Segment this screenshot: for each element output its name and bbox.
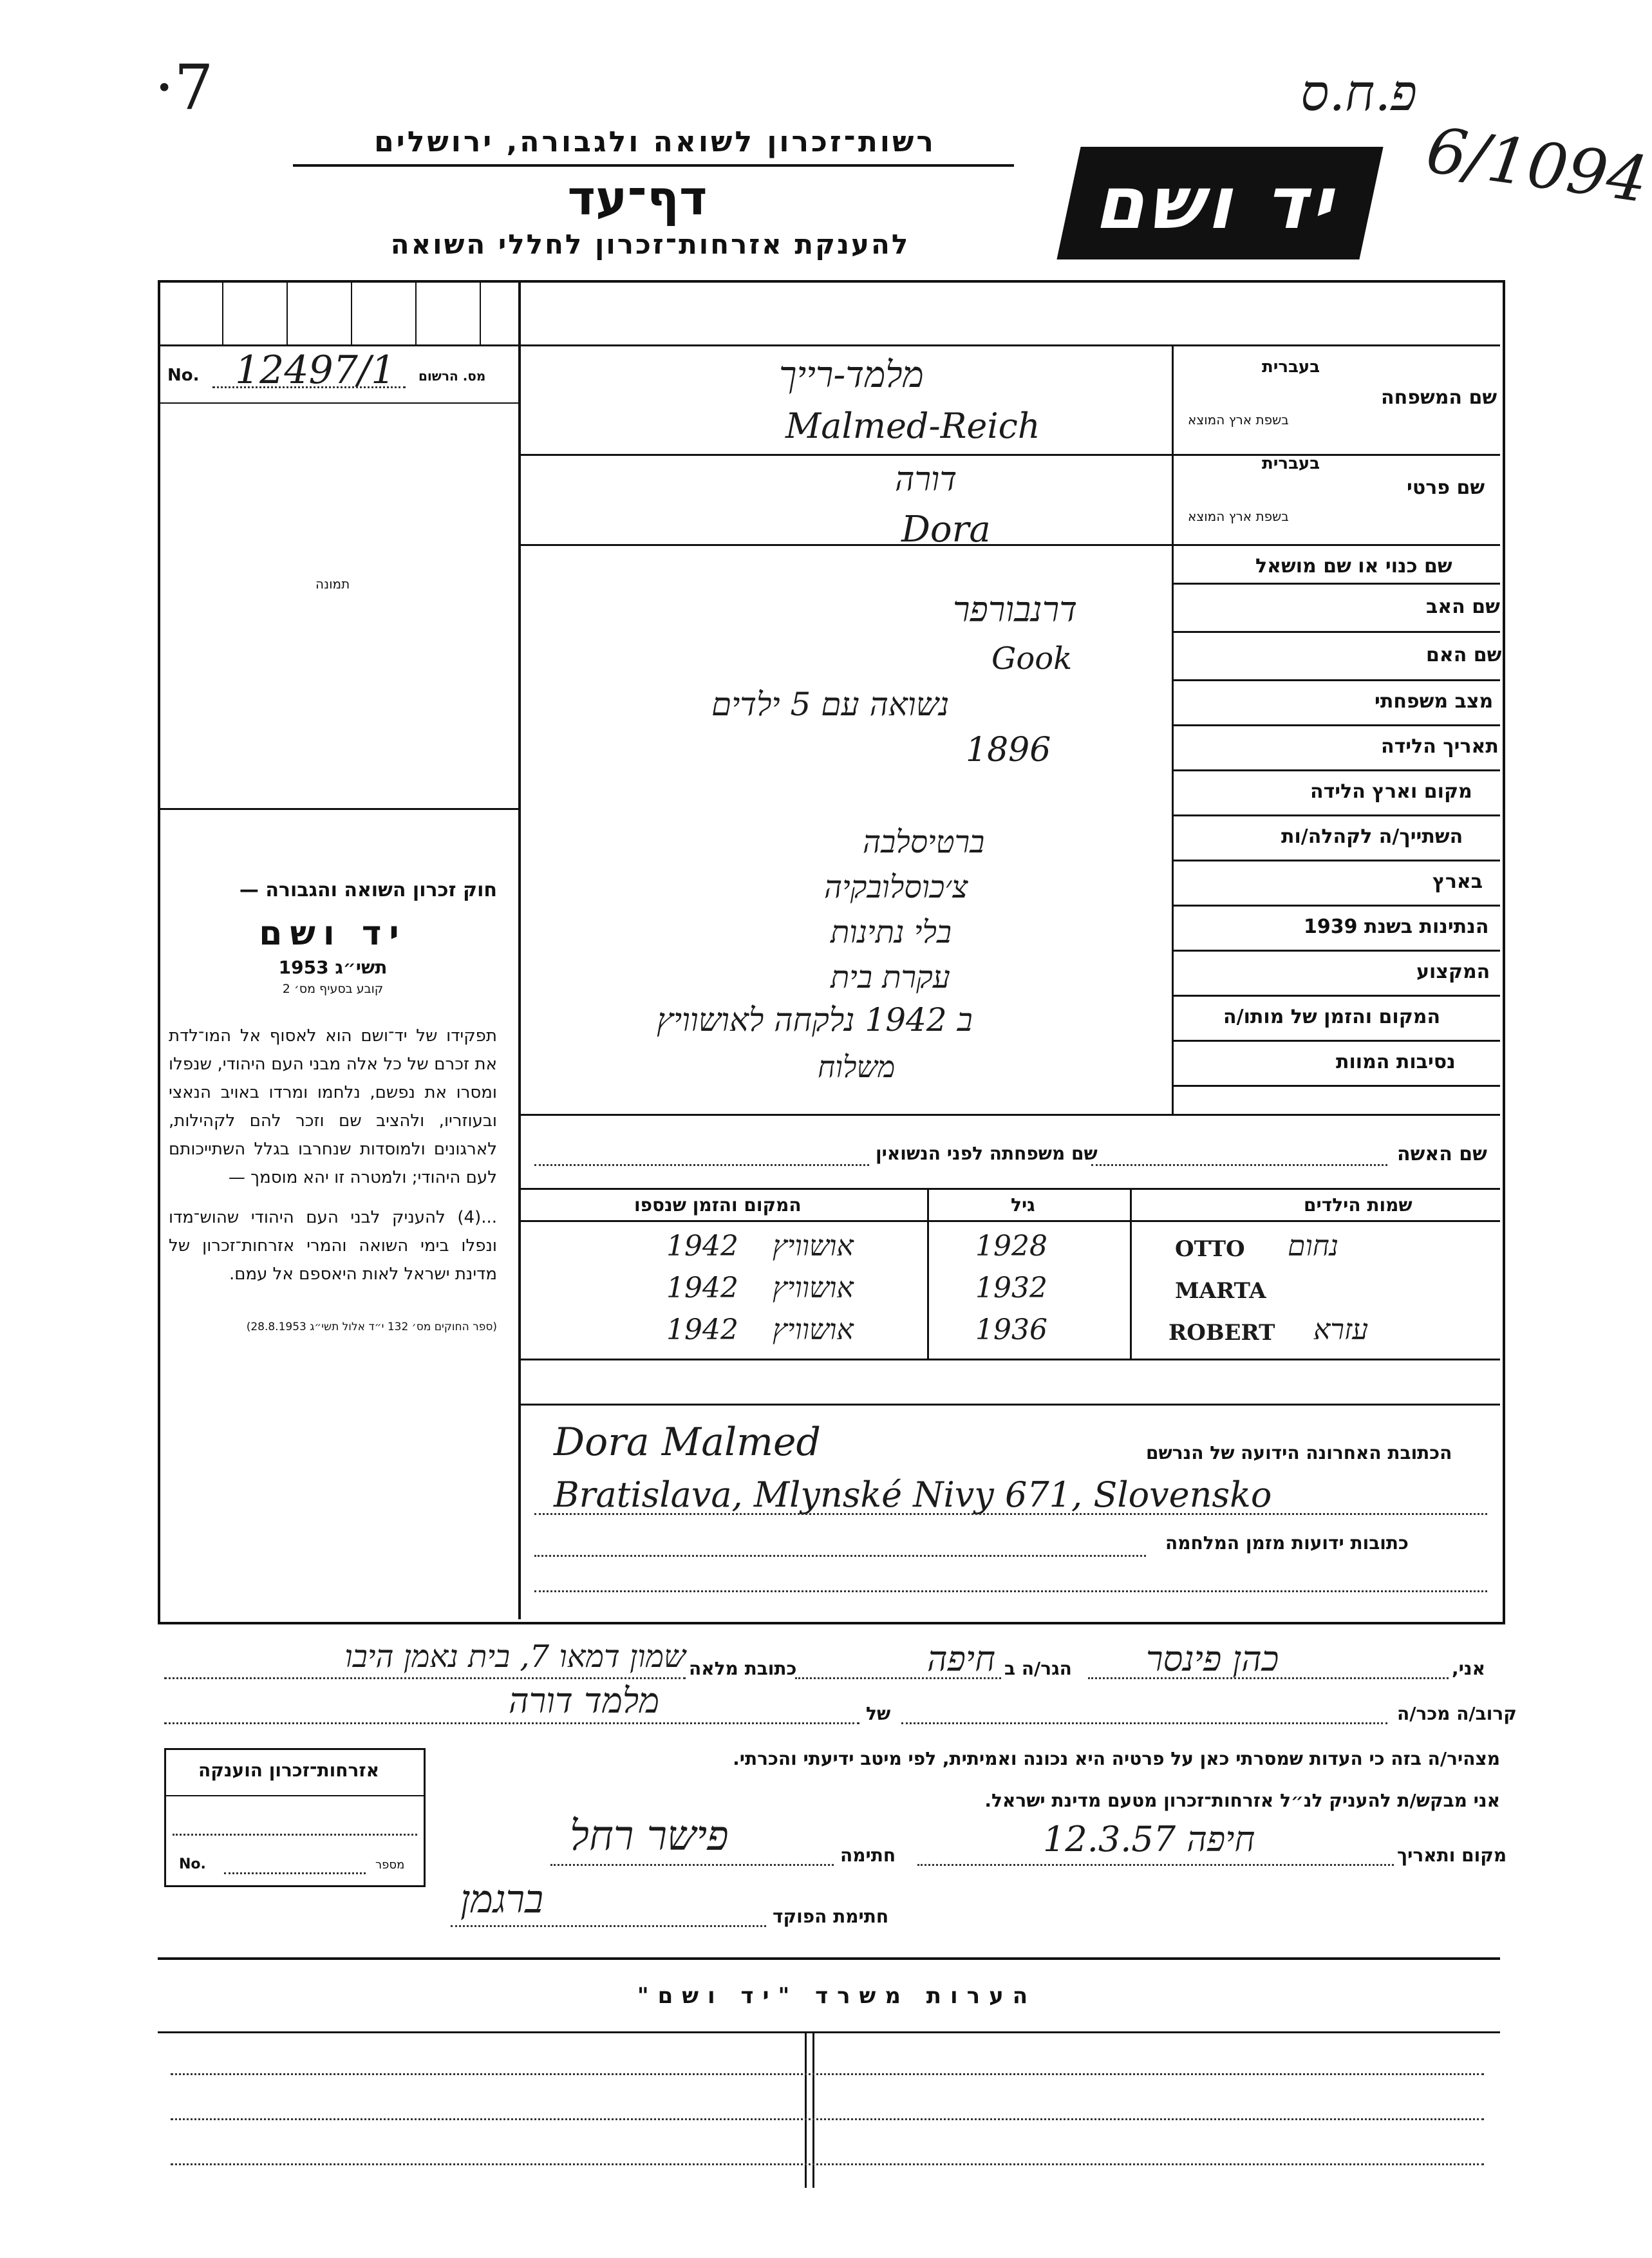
reg-no-prefix: No. bbox=[167, 366, 200, 385]
photo-label: תמונה bbox=[315, 576, 350, 592]
child-name-latin: OTTO bbox=[1175, 1236, 1245, 1262]
child-age: 1936 bbox=[975, 1313, 1047, 1346]
community-label: השתייך/ה לקהלה/ות bbox=[1281, 825, 1463, 848]
officer-signature-value: ברגמן bbox=[460, 1877, 544, 1922]
last-address-dotline bbox=[534, 1513, 1487, 1515]
first-name-hebrew-sublabel: בעברית bbox=[1262, 454, 1320, 473]
surname-label: שם המשפחה bbox=[1381, 386, 1497, 409]
authority-underline bbox=[293, 164, 1014, 167]
child-name-hebrew: עזרא bbox=[1313, 1313, 1369, 1346]
spouse-dotline bbox=[1091, 1164, 1387, 1166]
death-circumstances-value: משלוח bbox=[818, 1049, 896, 1084]
row-separator bbox=[1174, 583, 1500, 585]
declarant-name-value: כהן פינסר bbox=[1146, 1639, 1279, 1679]
country-value: צ׳כוסלובקיה bbox=[824, 869, 968, 905]
mother-name-value: Gook bbox=[991, 641, 1073, 677]
yad-vashem-logo: יד ושם bbox=[1056, 147, 1383, 259]
grant-title: אזרחות־זכרון הוענקה bbox=[198, 1760, 379, 1781]
child-place: אושוויץ bbox=[773, 1272, 854, 1304]
office-notes-line bbox=[171, 2073, 1484, 2075]
law-text-1: תפקידו של יד־ושם הוא לאסוף אל המו־לדת את זכרם של כל אלה מבני העם היהודי, שנפלו ומסרו את נפשם, נלחמו ומרדו באויב הנאצי ובעוזריו, ולהציב שם וזכר להם לקהילות, לארגונים ולמוסדות שנחרבו בגלל השתייכותם לעם היהודי; ולמטרה זו יהא מוסמך — bbox=[169, 1026, 497, 1187]
row-separator bbox=[1174, 1085, 1500, 1087]
grant-number-prefix: No. bbox=[179, 1856, 206, 1872]
wartime-dotline-1 bbox=[534, 1555, 1146, 1557]
child-name-latin: ROBERT bbox=[1169, 1320, 1275, 1346]
child-year: 1942 bbox=[666, 1272, 738, 1304]
row-separator bbox=[1174, 631, 1500, 633]
resident-value: חיפה bbox=[927, 1639, 996, 1679]
resident-dotline bbox=[795, 1677, 1001, 1679]
child-name-latin: MARTA bbox=[1175, 1278, 1266, 1304]
strip-divider bbox=[286, 283, 288, 344]
marital-status-label: מצב משפחתי bbox=[1375, 690, 1494, 713]
form-subtitle: להענקת אזרחות־זכרון לחללי השואה bbox=[390, 229, 910, 260]
row-separator bbox=[1174, 1040, 1500, 1042]
death-circumstances-label: נסיבות המוות bbox=[1336, 1051, 1456, 1073]
resident-label: הגר/ה ב bbox=[1004, 1658, 1072, 1679]
declarant-i-label: אני, bbox=[1452, 1658, 1485, 1679]
full-address-dotline bbox=[164, 1677, 686, 1679]
signature-dotline bbox=[550, 1864, 834, 1866]
child-place: אושוויץ bbox=[773, 1230, 854, 1263]
children-table-header-line bbox=[521, 1220, 1500, 1222]
surname-hebrew-sublabel: בעברית bbox=[1262, 357, 1320, 377]
address-section-line bbox=[521, 1404, 1500, 1406]
grant-number-label: מספר bbox=[375, 1858, 405, 1872]
relative-dotline bbox=[901, 1722, 1387, 1724]
first-name-origin-sublabel: בשפת ארץ המוצא bbox=[1188, 509, 1289, 524]
of-label: של bbox=[866, 1703, 891, 1724]
officer-signature-label: חתימת הפוקד bbox=[773, 1906, 889, 1927]
country-label: בארץ bbox=[1432, 870, 1483, 893]
office-notes-line bbox=[171, 2118, 1484, 2120]
profession-value: עקרת בית bbox=[831, 959, 950, 995]
children-age-header: גיל bbox=[1011, 1194, 1035, 1216]
strip-divider bbox=[480, 283, 481, 344]
label-column-divider bbox=[1172, 344, 1174, 1114]
relative-label: קרוב/ה מכר/ה bbox=[1397, 1703, 1517, 1724]
office-notes-top bbox=[158, 1957, 1500, 1960]
children-place-time-header: המקום והזמן שנספו bbox=[634, 1194, 802, 1216]
of-dotline bbox=[164, 1722, 859, 1724]
law-name: יד ושם bbox=[259, 914, 407, 953]
first-name-origin-value: Dora bbox=[901, 509, 991, 550]
children-names-header: שמות הילדים bbox=[1304, 1194, 1413, 1216]
reg-no-value: 12497/1 bbox=[235, 348, 396, 393]
office-notes-header-line bbox=[158, 2031, 1500, 2033]
death-place-time-label: המקום והזמן של מותו/ה bbox=[1223, 1006, 1441, 1028]
row-separator bbox=[1174, 769, 1500, 771]
full-address-label: כתובת מלאה bbox=[689, 1658, 797, 1679]
first-name-label: שם פרטי bbox=[1407, 476, 1485, 499]
birth-date-value: 1896 bbox=[966, 731, 1051, 769]
grant-number-dotline bbox=[224, 1872, 366, 1874]
birth-place-label: מקום וארץ הלידה bbox=[1310, 780, 1472, 803]
grant-title-underline bbox=[166, 1795, 424, 1796]
law-source: (ספר החוקים מס׳ 132 י״ד אלול תשי״ג 28.8.1953) bbox=[246, 1321, 497, 1333]
citizenship-1939-value: בלי נתינות bbox=[831, 914, 952, 950]
request-text: אני מבקש/ת להעניק לנ״ל אזרחות־זכרון מטעם מדינת ישראל. bbox=[984, 1790, 1500, 1811]
last-address-line2: Bratislava, Mlynské Nivy 671, Slovensko bbox=[554, 1474, 1272, 1515]
child-name-hebrew: נחום bbox=[1288, 1230, 1339, 1263]
child-year: 1942 bbox=[666, 1313, 738, 1346]
marital-status-value: נשואה עם 5 ילדים bbox=[711, 686, 950, 723]
reg-no-dotline bbox=[212, 386, 406, 388]
reference-mark-top: פ.ח.ס bbox=[1300, 64, 1417, 122]
row-separator bbox=[1174, 995, 1500, 997]
row-separator bbox=[1174, 679, 1500, 681]
maiden-name-label: שם משפחתה לפני הנשואין bbox=[876, 1143, 1098, 1164]
declarant-name-dotline bbox=[1088, 1677, 1449, 1679]
death-place-time-value: ב 1942 נלקחה לאושוויץ bbox=[657, 1001, 973, 1039]
strip-divider bbox=[222, 283, 223, 344]
photo-area-line bbox=[158, 808, 518, 810]
first-name-hebrew-value: דורה bbox=[895, 460, 957, 499]
grant-dotline bbox=[173, 1834, 417, 1836]
children-table-bottom bbox=[521, 1359, 1500, 1360]
law-title: חוק זכרון השואה והגבורה — bbox=[239, 879, 497, 901]
strip-divider bbox=[351, 283, 352, 344]
row-separator bbox=[1174, 950, 1500, 952]
row-separator bbox=[1174, 724, 1500, 726]
place-date-value: חיפה 12.3.57 bbox=[1043, 1819, 1255, 1859]
wartime-address-label: כתובות ידועות מזמן המלחמה bbox=[1165, 1532, 1409, 1554]
surname-hebrew-value: מלמד-רייך bbox=[779, 354, 924, 396]
last-address-label: הכתובת האחרונה הידועה של הנרשם bbox=[1146, 1442, 1452, 1463]
last-address-line1: Dora Malmed bbox=[554, 1420, 821, 1465]
father-name-label: שם האב bbox=[1426, 596, 1500, 618]
child-age: 1928 bbox=[975, 1230, 1047, 1263]
maiden-dotline bbox=[534, 1164, 869, 1166]
father-name-value: דרנבורפר bbox=[953, 589, 1078, 630]
declare-text: מצהיר/ה בזה כי העדות שמסרתי כאן על פרטיה היא נכונה ואמיתית, לפי מיטב ידיעתי והכרתי. bbox=[733, 1748, 1500, 1769]
officer-dotline bbox=[451, 1925, 766, 1927]
signature-label: חתימה bbox=[840, 1845, 896, 1866]
row-separator bbox=[521, 454, 1500, 456]
children-table-top bbox=[521, 1188, 1500, 1190]
law-year: תשי״ג 1953 bbox=[278, 957, 388, 978]
reference-mark-side: 6/1094 bbox=[1422, 113, 1652, 218]
header-strip-line bbox=[158, 344, 1500, 346]
signature-value: פישר רחל bbox=[570, 1812, 729, 1860]
reg-no-label: מס. הרשום bbox=[418, 368, 486, 384]
citizenship-grant-box bbox=[164, 1748, 426, 1887]
birth-date-label: תאריך הלידה bbox=[1381, 735, 1499, 758]
surname-origin-value: Malmed-Reich bbox=[785, 406, 1040, 446]
row-separator bbox=[521, 1114, 1500, 1116]
children-col-divider bbox=[927, 1188, 929, 1359]
column-divider bbox=[518, 280, 521, 1619]
reg-no-underline bbox=[158, 402, 518, 404]
child-place: אושוויץ bbox=[773, 1313, 854, 1346]
full-address-value: שמון דמאו 7, בית נאמן היבו bbox=[344, 1639, 686, 1675]
row-separator bbox=[1174, 814, 1500, 816]
row-separator bbox=[1174, 860, 1500, 861]
citizenship-1939-label: הנתינות בשנת 1939 bbox=[1304, 916, 1489, 938]
wartime-dotline-2 bbox=[534, 1590, 1487, 1592]
office-notes-line bbox=[171, 2163, 1484, 2165]
corner-mark: ·7 bbox=[155, 52, 214, 124]
place-date-dotline bbox=[917, 1864, 1394, 1866]
form-title: דף־עד bbox=[567, 171, 708, 226]
surname-origin-sublabel: בשפת ארץ המוצא bbox=[1188, 412, 1289, 428]
row-separator bbox=[1174, 905, 1500, 907]
child-year: 1942 bbox=[666, 1230, 738, 1263]
authority-name: רשות־זכרון לשואה ולגבורה, ירושלים bbox=[374, 126, 936, 158]
law-text-block bbox=[169, 879, 497, 1333]
place-date-label: מקום ותאריך bbox=[1397, 1845, 1507, 1866]
law-clause: קובע בסעיף מס׳ 2 bbox=[282, 982, 384, 996]
strip-divider bbox=[415, 283, 417, 344]
children-col-divider bbox=[1130, 1188, 1132, 1359]
relative-value: מלמד דורה bbox=[509, 1680, 660, 1721]
profession-label: המקצוע bbox=[1416, 961, 1490, 983]
law-text-2: ...(4) להעניק לבני העם היהודי שהוש־מדו ונפלו בימי השואה והמרי אזרחות־זכרון של מדינת ישראל לאות היאספם אל עמם. bbox=[169, 1208, 497, 1284]
office-notes-title: הערות משרד "יד ושם" bbox=[637, 1983, 1037, 2009]
alias-label: שם כנוי או שם מושאל bbox=[1255, 555, 1452, 578]
child-age: 1932 bbox=[975, 1272, 1047, 1304]
mother-name-label: שם האם bbox=[1426, 644, 1502, 666]
spouse-label: שם האשה bbox=[1397, 1143, 1487, 1165]
community-value: ברטיסלבה bbox=[863, 824, 985, 860]
row-separator bbox=[521, 544, 1500, 546]
